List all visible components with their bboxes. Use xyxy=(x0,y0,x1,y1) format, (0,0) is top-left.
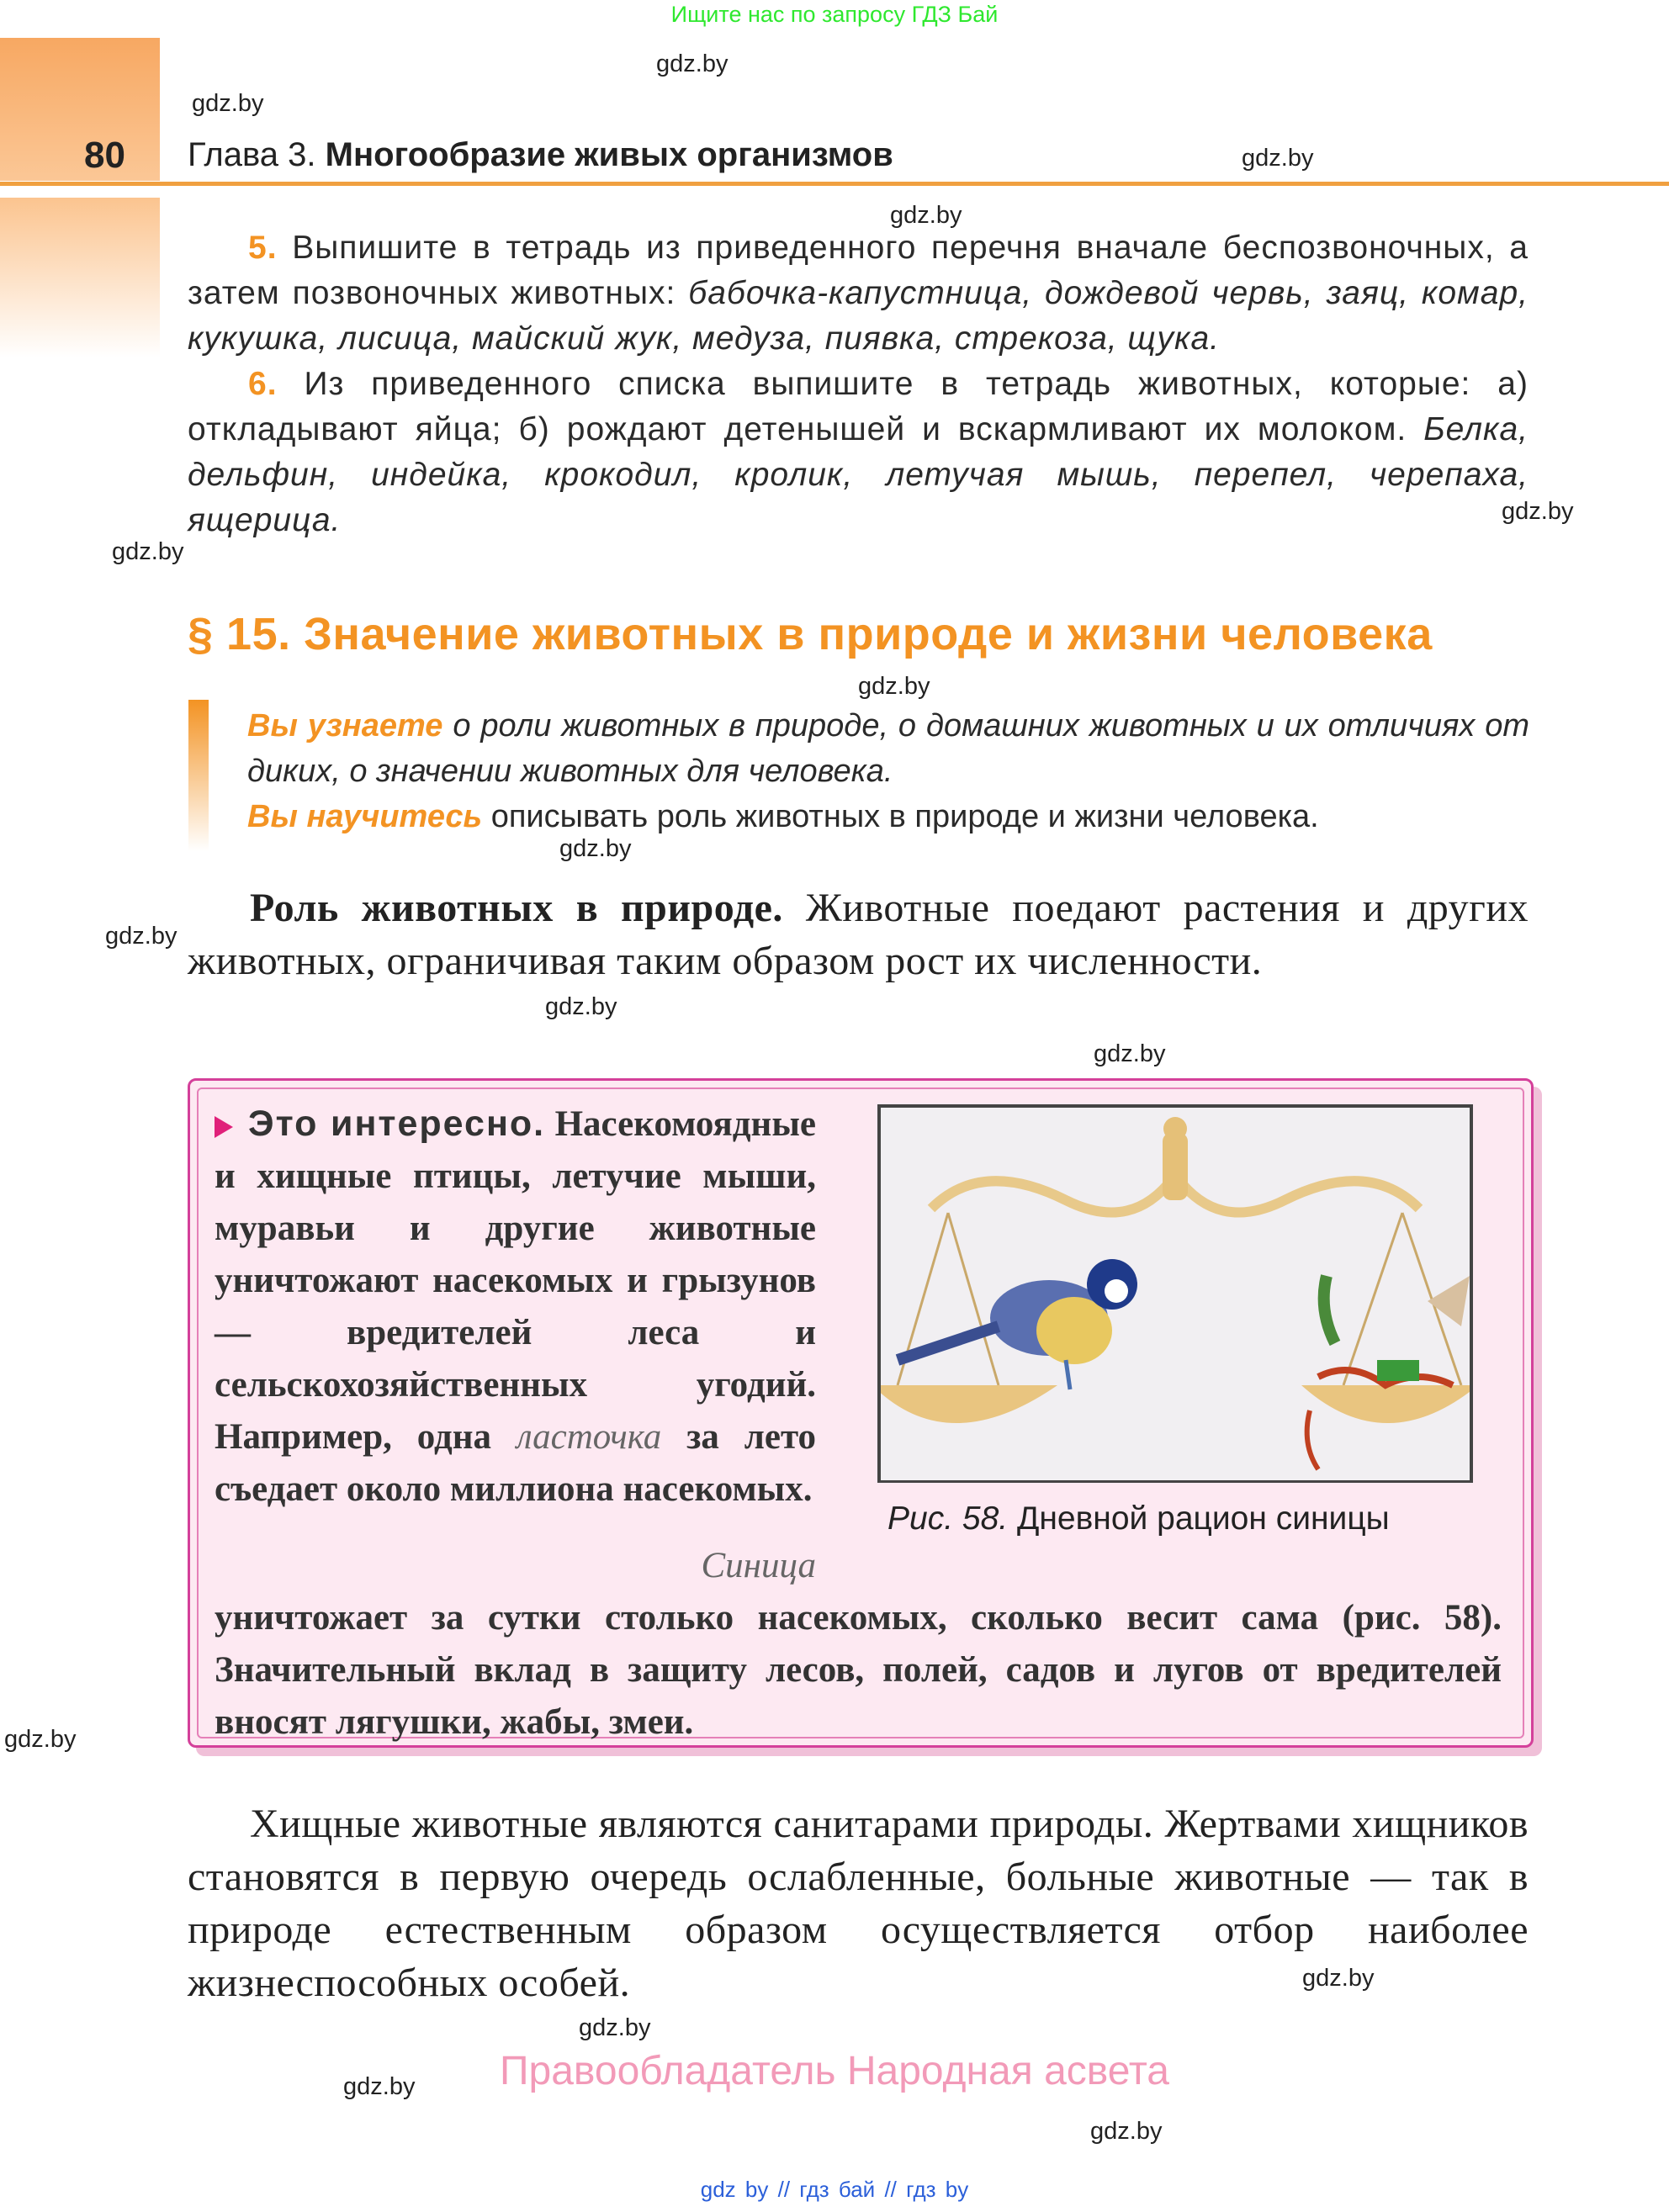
footer-link[interactable]: gdz by xyxy=(700,2177,769,2202)
watermark: gdz.by xyxy=(1502,498,1574,525)
header-divider xyxy=(0,182,1669,186)
watermark: gdz.by xyxy=(890,202,962,229)
watermark: gdz.by xyxy=(343,2073,416,2100)
footer-separator: // xyxy=(777,2177,791,2202)
fact-lead: Это интересно. xyxy=(248,1103,546,1144)
chapter-header xyxy=(188,136,893,174)
skill-text: описывать роль животных в природе и жизни человека. xyxy=(490,799,1319,834)
task-list: Белка, дельфин, индейка, крокодил, кролик, летучая мышь, перепел, черепаха, ящерица. xyxy=(188,411,1529,538)
watermark: gdz.by xyxy=(545,993,617,1020)
learn-text: о роли животных в природе, о домашних животных и их отличиях от диких, о значении животных для человека. xyxy=(247,708,1529,789)
watermark: gdz.by xyxy=(112,538,184,565)
fact-text-column xyxy=(215,1098,816,1516)
decorative-fade xyxy=(0,198,160,357)
task-list: бабочка-капустница, дождевой червь, заяц, комар, кукушка, лисица, майский жук, медуза, пиявка, стрекоза, щука. xyxy=(188,275,1529,357)
paragraph-role xyxy=(188,881,1529,987)
fact-text: Насекомоядные и хищные птицы, летучие мыши, муравьи и другие животные уничтожают насекомых и грызунов — вредителей леса и сельскохозяйственных угодий. Например, одна xyxy=(215,1104,816,1457)
task-5 xyxy=(188,225,1529,362)
caption-text: Дневной рацион синицы xyxy=(1016,1500,1390,1537)
watermark: gdz.by xyxy=(1242,145,1314,172)
watermark: gdz.by xyxy=(579,2014,651,2041)
footer-link[interactable]: гдз by xyxy=(906,2177,969,2202)
watermark: gdz.by xyxy=(858,673,930,700)
page-number-tab xyxy=(0,38,160,181)
paragraph-heading: Роль животных в природе. xyxy=(250,886,783,930)
fact-text: за лето съедает около миллиона насекомых. xyxy=(215,1417,817,1509)
task-6 xyxy=(188,362,1529,543)
scales-illustration-icon xyxy=(881,1108,1470,1480)
watermark: gdz.by xyxy=(1302,1965,1375,1992)
watermark: gdz.by xyxy=(192,90,264,117)
arrow-icon xyxy=(215,1116,233,1138)
task-text: Из приведенного списка выпишите в тетрадь животных, которые: а) откладывают яйца; б) рождают детенышей и вскармливают их молоком. xyxy=(188,366,1529,447)
objectives-bar xyxy=(188,700,209,851)
learn-keyword: Вы узнаете xyxy=(247,708,443,744)
watermark: gdz.by xyxy=(1094,1040,1166,1067)
watermark: gdz.by xyxy=(4,1726,77,1753)
copyright-notice: Правообладатель Народная асвета xyxy=(500,2049,1169,2093)
fact-italic: Синица xyxy=(701,1546,816,1585)
page-number: 80 xyxy=(84,135,125,176)
paragraph-text: Животные поедают растения и других животных, ограничивая таким образом рост их численности. xyxy=(188,886,1529,983)
chapter-prefix: Глава 3. xyxy=(188,136,316,173)
task-text: Выпишите в тетрадь из приведенного перечня вначале беспозвоночных, а затем позвоночных животных: xyxy=(188,230,1529,311)
paragraph-predators: Хищные животные являются санитарами природы. Жертвами хищников становятся в первую очередь ослабленные, больные животные — так в природе естественным образом осуществляется отбор наиболее жизнеспособных особей. xyxy=(188,1802,1529,2005)
footer-links xyxy=(0,2177,1669,2203)
italic-wrap xyxy=(215,1540,816,1592)
task-number: 6. xyxy=(248,366,278,402)
figure-caption xyxy=(887,1500,1390,1537)
footer-separator: // xyxy=(884,2177,897,2202)
learning-objectives xyxy=(247,703,1529,839)
figure-58 xyxy=(877,1104,1473,1483)
fact-italic: ласточка xyxy=(516,1417,662,1457)
footer-link[interactable]: гдз бай xyxy=(799,2177,876,2202)
watermark: gdz.by xyxy=(105,923,177,950)
watermark: gdz.by xyxy=(1090,2118,1163,2145)
search-banner: Ищите нас по запросу ГДЗ Бай xyxy=(670,2,999,27)
chapter-title: Многообразие живых организмов xyxy=(325,136,893,173)
task-number: 5. xyxy=(248,230,278,266)
section-title: § 15. Значение животных в природе и жизни человека xyxy=(188,609,1433,659)
watermark: gdz.by xyxy=(656,50,729,77)
fact-text: уничтожает за сутки столько насекомых, сколько весит сама (рис. 58). Значительный вклад в защиту лесов, полей, садов и лугов от вредителей вносят лягушки, жабы, змеи. xyxy=(215,1598,1502,1742)
watermark: gdz.by xyxy=(559,835,632,862)
fact-text-full xyxy=(215,1540,1502,1749)
caption-label: Рис. 58. xyxy=(887,1500,1009,1537)
skill-keyword: Вы научитесь xyxy=(247,799,483,834)
